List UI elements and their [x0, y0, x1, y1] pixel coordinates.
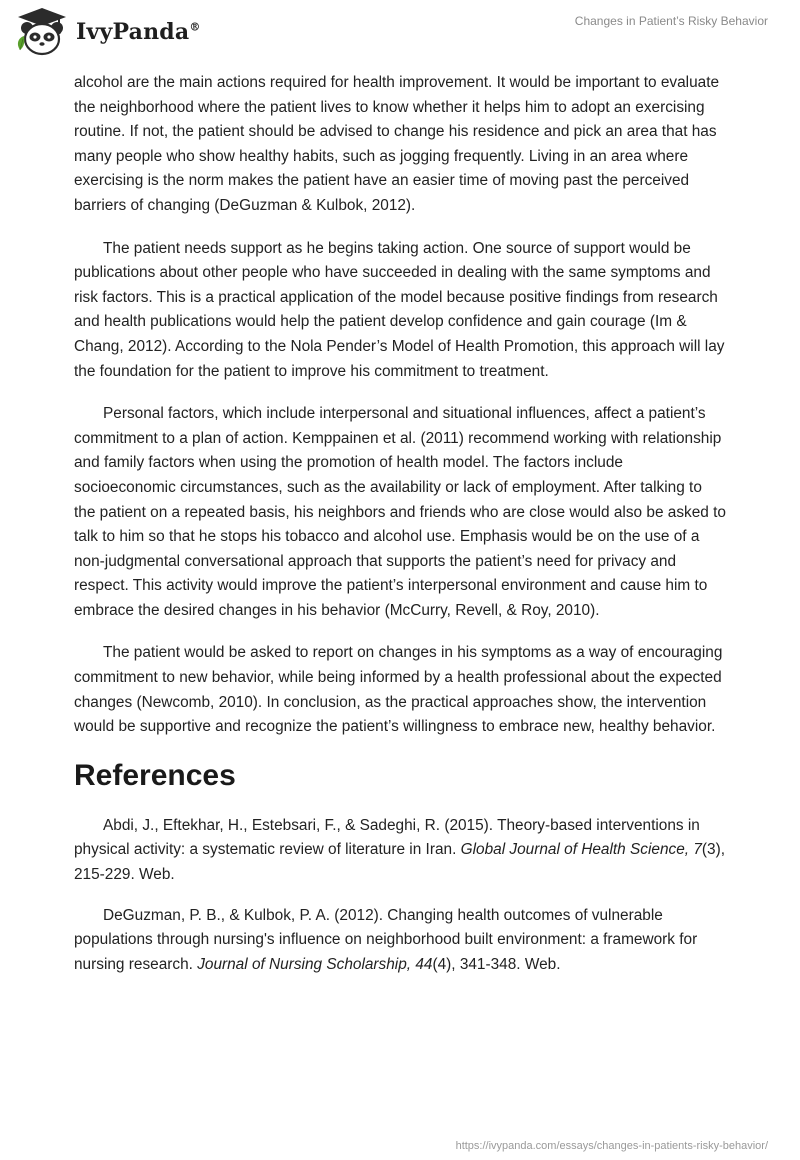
paragraph: The patient needs support as he begins taking action. One source of support would be publications about other people who have succeeded in dealing with the same symptoms and risk factors. This is a practical application of the model because positive findings from research and health publications would help the patient develop confidence and gain courage (Im & Chang, 2012). According to the Nola Pender’s Model of Health Promotion, this approach will lay the foundation for the patient to improve his commitment to treatment. — [74, 239, 725, 380]
reference-tail: (3), 215-229. Web. — [74, 841, 725, 884]
references-heading: References — [74, 758, 236, 792]
ivypanda-logo[interactable] — [14, 6, 201, 58]
reference-lead: DeGuzman, P. B., & Kulbok, P. A. (2012). Changing health outcomes of vulnerable populations through nursing's influence on neighborhood built environment: a framework for nursing research. — [74, 906, 698, 973]
reference-lead: Abdi, J., Eftekhar, H., Estebsari, F., & Sadeghi, R. (2015). Theory-based interventions in physical activity: a systematic review of literature in Iran. — [74, 816, 700, 859]
essay-body — [74, 71, 726, 993]
page-header — [0, 0, 800, 66]
reference-journal: Journal of Nursing Scholarship, 44 — [197, 955, 433, 973]
panda-graduate-icon — [14, 6, 70, 58]
paragraph: alcohol are the main actions required for health improvement. It would be important to evaluate the neighborhood where the patient lives to know whether it helps him to adopt an exercising routine. If not, the patient should be advised to change his residence and pick an area that has many people who show healthy habits, such as jogging frequently. Living in an area where exercising is the norm makes the patient have an easier time of moving past the perceived barriers of changing (DeGuzman & Kulbok, 2012). — [74, 74, 720, 214]
brand-name: IvyPanda® — [76, 19, 201, 45]
reference-tail: (4), 341-348. Web. — [432, 955, 561, 973]
source-url-link[interactable]: https://ivypanda.com/essays/changes-in-patients-risky-behavior/ — [455, 1140, 768, 1152]
running-title: Changes in Patient’s Risky Behavior — [574, 14, 768, 28]
paragraph: Personal factors, which include interpersonal and situational influences, affect a patient’s commitment to a plan of action. Kemppainen et al. (2011) recommend working with relationship and family factors when using the promotion of health model. The factors include socioeconomic circumstances, such as the availability or lack of employment. After talking to the patient on a repeated basis, his neighbors and friends who are close would also be asked to talk to him so that he stops his tobacco and alcohol use. Emphasis would be on the use of a non-judgmental conversational approach that supports the patient’s need for privacy and respect. This activity would improve the patient’s interpersonal environment and cause him to embrace the desired changes in his behavior (McCurry, Revell, & Roy, 2010). — [74, 405, 726, 619]
reference-item — [74, 904, 726, 978]
paragraph: The patient would be asked to report on changes in his symptoms as a way of encouraging commitment to new behavior, while being informed by a health professional about the expected changes (Newcomb, 2010). In conclusion, as the practical approaches show, the intervention would be supportive and recognize the patient’s willingness to embrace new, healthy behavior. — [74, 644, 723, 736]
reference-journal: Global Journal of Health Science, 7 — [460, 841, 702, 859]
reference-item — [74, 814, 726, 888]
